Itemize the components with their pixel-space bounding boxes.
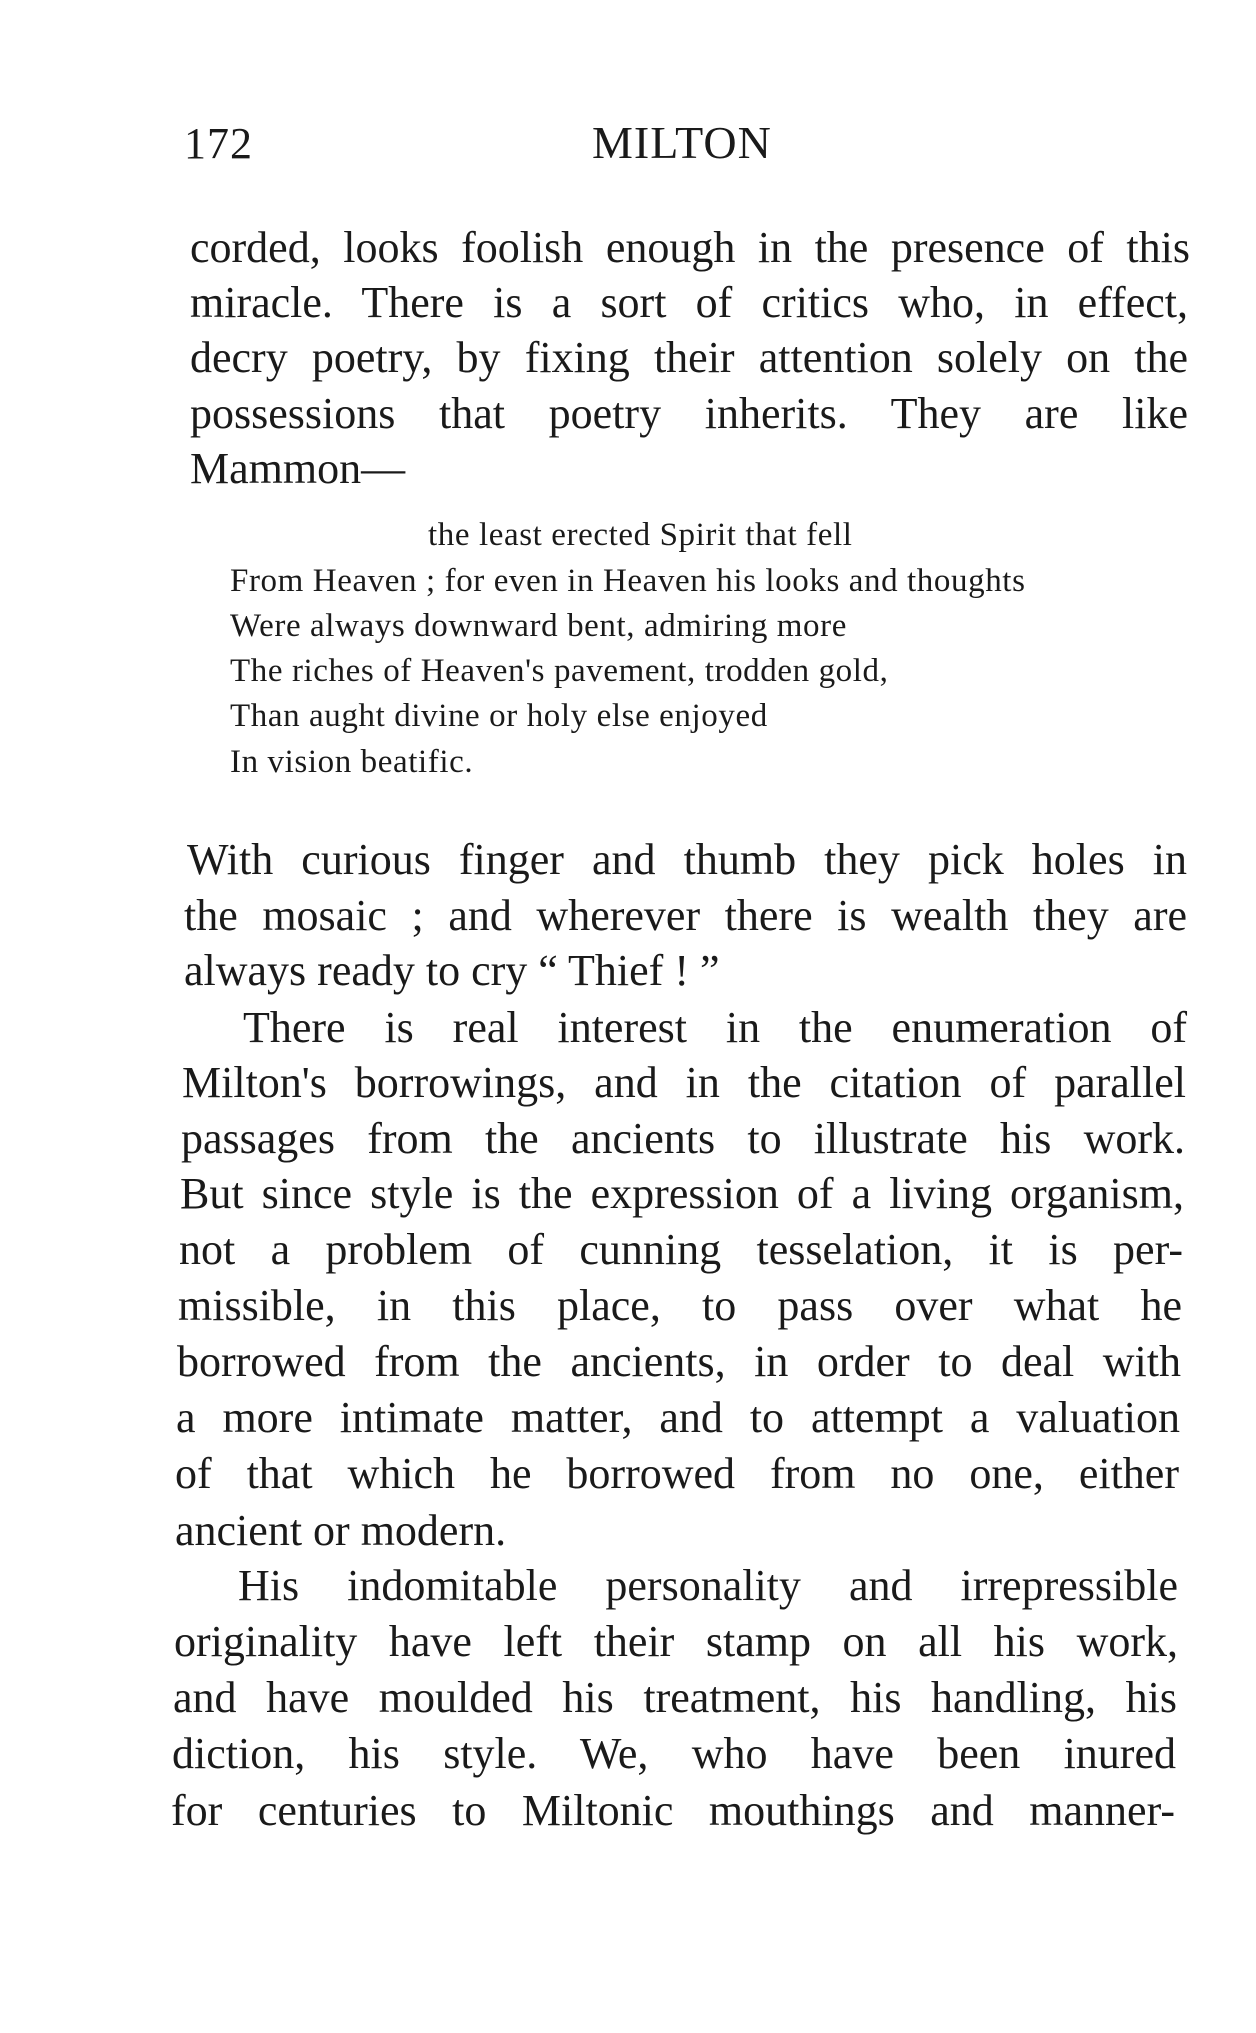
paragraph1-line: possessions that poetry inherits. They are like [190,389,1188,438]
paragraph3-line: But since style is the expression of a living organism, [180,1169,1184,1218]
paragraph3-line: passages from the ancients to illustrate his work. [181,1114,1185,1163]
quotation-line: In vision beatific. [230,744,474,780]
paragraph2-line: With curious finger and thumb they pick holes in [187,835,1187,884]
paragraph1-line: Mammon— [190,444,406,493]
quotation-line: the least erected Spirit that fell [428,517,853,553]
quotation-line: The riches of Heaven's pavement, trodden gold, [230,653,889,689]
paragraph1-line: corded, looks foolish enough in the presence of this [190,223,1190,272]
running-title: MILTON [592,117,772,168]
paragraph4-line: His indomitable personality and irrepressible [238,1561,1178,1610]
quotation-line: Were always downward bent, admiring more [230,608,847,644]
page-number: 172 [184,119,253,168]
paragraph2-line: always ready to cry “ Thief ! ” [184,946,720,995]
paragraph3-line: ancient or modern. [175,1506,507,1555]
paragraph4-line: for centuries to Miltonic mouthings and manner- [171,1786,1175,1835]
paragraph3-line: of that which he borrowed from no one, either [175,1449,1179,1498]
paragraph4-line: originality have left their stamp on all his work, [174,1617,1178,1666]
quotation-line: From Heaven ; for even in Heaven his looks and thoughts [230,563,1026,599]
paragraph3-line: not a problem of cunning tesselation, it is per- [179,1225,1183,1274]
paragraph1-line: miracle. There is a sort of critics who, in effect, [190,278,1188,327]
paragraph4-line: and have moulded his treatment, his handling, his [173,1673,1177,1722]
paragraph1-line: decry poetry, by fixing their attention solely on the [190,333,1188,382]
paragraph3-line: Milton's borrowings, and in the citation of parallel [182,1058,1186,1107]
paragraph3-line: borrowed from the ancients, in order to deal with [177,1337,1181,1386]
paragraph3-line: missible, in this place, to pass over what he [178,1281,1182,1330]
paragraph2-line: the mosaic ; and wherever there is wealth they are [184,891,1187,940]
paragraph3-line: a more intimate matter, and to attempt a valuation [176,1393,1180,1442]
paragraph4-line: diction, his style. We, who have been inured [172,1729,1176,1778]
quotation-line: Than aught divine or holy else enjoyed [230,698,768,734]
paragraph3-line: There is real interest in the enumeration of [243,1003,1187,1052]
page-header [0,118,1256,178]
